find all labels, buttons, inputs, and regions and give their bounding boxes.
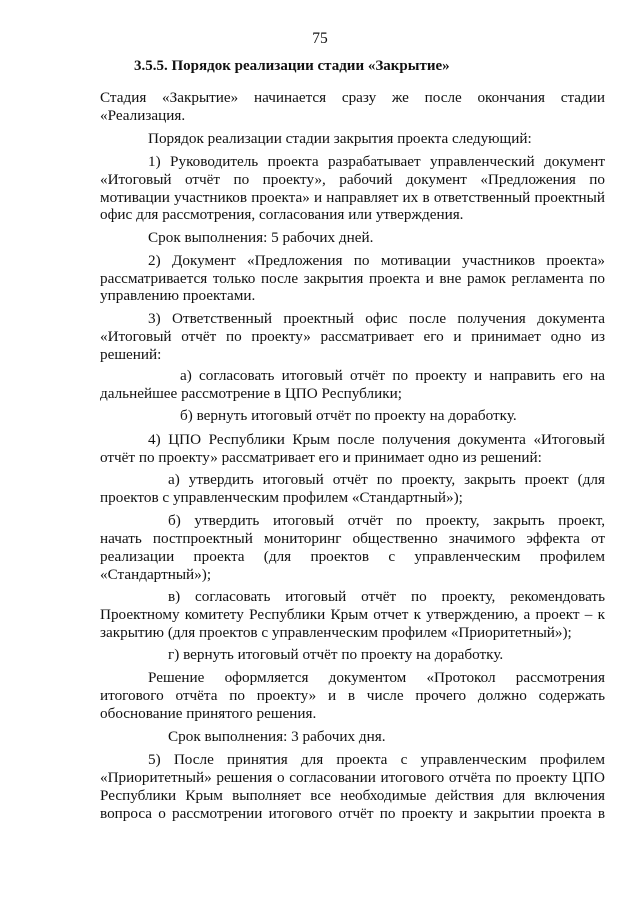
paragraph-line: Стадия «Закрытие» начинается сразу же после окончания стадии xyxy=(100,89,605,106)
paragraph-line: Порядок реализации стадии закрытия проекта следующий: xyxy=(148,130,532,147)
paragraph-line: Республики Крым выполняет все необходимые действия для включения xyxy=(100,787,605,804)
paragraph-line: «Итоговый отчёт по проекту» рассматривает его и принимает одно из xyxy=(100,328,605,345)
paragraph-line: Проектному комитету Республики Крым отчет к утверждению, а проект – к xyxy=(100,606,605,623)
paragraph-line: обоснование принятого решения. xyxy=(100,705,317,722)
paragraph-line: «Итоговый отчёт по проекту», рабочий документ «Предложения по xyxy=(100,171,605,188)
paragraph-line: Срок выполнения: 3 рабочих дня. xyxy=(168,728,386,745)
paragraph-line: закрытию (для проектов с управленческим профилем «Приоритетный»); xyxy=(100,624,572,641)
paragraph-line: управлению проектами. xyxy=(100,287,256,304)
paragraph-line: б) вернуть итоговый отчёт по проекту на доработку. xyxy=(180,407,517,424)
paragraph-line: начать постпроектный мониторинг общественно значимого эффекта от xyxy=(100,530,605,547)
section-heading: 3.5.5. Порядок реализации стадии «Закрытие» xyxy=(134,58,450,74)
paragraph-line: рассматривается только после закрытия проекта и вне рамок регламента по xyxy=(100,270,605,287)
paragraph-line: а) согласовать итоговый отчёт по проекту и направить его на xyxy=(180,367,605,384)
paragraph-line: дальнейшее рассмотрение в ЦПО Республики; xyxy=(100,385,402,402)
paragraph-line: 2) Документ «Предложения по мотивации участников проекта» xyxy=(148,252,605,269)
paragraph-line: «Приоритетный» решения о согласовании итогового отчёта по проекту ЦПО xyxy=(100,769,605,786)
page-number: 75 xyxy=(312,30,328,47)
paragraph-line: 5) После принятия для проекта с управленческим профилем xyxy=(148,751,605,768)
paragraph-line: офис для рассмотрения, согласования или утверждения. xyxy=(100,206,464,223)
paragraph-line: реализации проекта (для проектов с управленческим профилем xyxy=(100,548,605,565)
paragraph-line: решений: xyxy=(100,346,162,363)
paragraph-line: 3) Ответственный проектный офис после получения документа xyxy=(148,310,605,327)
paragraph-line: вопроса о рассмотрении итогового отчёт по проекту и закрытии проекта в xyxy=(100,805,605,822)
paragraph-line: проектов с управленческим профилем «Стандартный»); xyxy=(100,489,463,506)
paragraph-line: 4) ЦПО Республики Крым после получения документа «Итоговый xyxy=(148,431,605,448)
paragraph-line: Решение оформляется документом «Протокол рассмотрения xyxy=(148,669,605,686)
paragraph-line: «Стандартный»); xyxy=(100,566,212,583)
paragraph-line: в) согласовать итоговый отчёт по проекту, рекомендовать xyxy=(168,588,605,605)
paragraph-line: итогового отчёта по проекту» и в числе прочего должно содержать xyxy=(100,687,605,704)
paragraph-line: а) утвердить итоговый отчёт по проекту, закрыть проект (для xyxy=(168,471,605,488)
paragraph-line: Срок выполнения: 5 рабочих дней. xyxy=(148,229,374,246)
paragraph-line: б) утвердить итоговый отчёт по проекту, закрыть проект, xyxy=(168,512,605,529)
paragraph-line: мотивации участников проекта» и направляет их в ответственный проектный xyxy=(100,189,605,206)
paragraph-line: отчёт по проекту» рассматривает его и принимает одно из решений: xyxy=(100,449,542,466)
paragraph-line: г) вернуть итоговый отчёт по проекту на доработку. xyxy=(168,646,504,663)
paragraph-line: «Реализация. xyxy=(100,107,186,124)
paragraph-line: 1) Руководитель проекта разрабатывает управленческий документ xyxy=(148,153,605,170)
